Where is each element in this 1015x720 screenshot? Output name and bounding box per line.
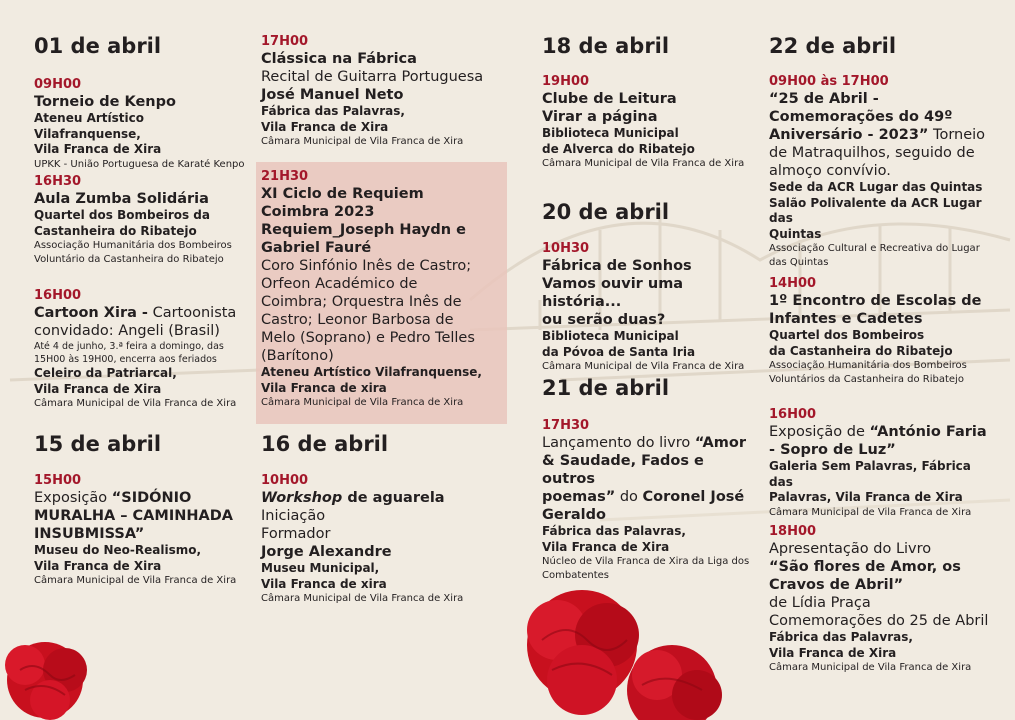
event-card [769, 523, 989, 675]
event-description: (Barítono) [261, 348, 334, 364]
event-description: Torneio [928, 127, 986, 143]
event-time: 09H00 [34, 77, 82, 92]
event-organizer: Câmara Municipal de Vila Franca de Xira [261, 397, 464, 408]
event-location: Vila Franca de xira [261, 576, 387, 591]
event-description: Coro Sinfónio Inês de Castro; [261, 258, 472, 274]
date-heading: 21 de abril [542, 376, 670, 400]
event-card [34, 76, 249, 172]
event-location: Quartel dos Bombeiros da [34, 208, 210, 222]
event-card [34, 173, 249, 267]
event-location: Biblioteca Municipal [542, 126, 679, 140]
event-connector: do [615, 489, 643, 505]
event-organizer: Núcleo de Vila Franca de Xira da Liga dos [542, 556, 750, 567]
event-title: Infantes e Cadetes [769, 311, 923, 327]
date-heading: 20 de abril [542, 200, 670, 224]
event-title: Vamos ouvir uma história... [542, 276, 684, 310]
event-card [769, 73, 989, 270]
event-location: Vila Franca de xira [261, 380, 387, 395]
event-organizer: Câmara Municipal de Vila Franca de Xira [542, 158, 745, 169]
event-location: Museu do Neo-Realismo, [34, 543, 202, 557]
event-time: 17H30 [542, 418, 590, 433]
event-organizer: Associação Humanitária dos Bombeiros [769, 360, 967, 371]
event-prefix: Exposição de [769, 424, 870, 440]
event-artist: Jorge Alexandre [261, 544, 392, 560]
event-location: da Castanheira do Ribatejo [769, 343, 953, 358]
event-location: Castanheira do Ribatejo [34, 223, 197, 238]
event-title: Comemorações do 49º [769, 109, 953, 125]
event-location: Museu Municipal, [261, 561, 380, 575]
event-time: 15H00 [34, 473, 82, 488]
event-time: 14H00 [769, 276, 817, 291]
event-title: “25 de Abril - [769, 91, 879, 107]
event-organizer: Câmara Municipal de Vila Franca de Xira [542, 361, 745, 372]
event-organizer: Câmara Municipal de Vila Franca de Xira [34, 575, 237, 586]
event-title: “Amor [694, 435, 746, 451]
event-time: 19H00 [542, 74, 590, 89]
event-location: Galeria Sem Palavras, Fábrica das [769, 459, 971, 489]
event-time: 10H30 [542, 241, 590, 256]
event-title: Clássica na Fábrica [261, 51, 417, 67]
event-location: Salão Polivalente da ACR Lugar das [769, 195, 982, 225]
event-title: MURALHA – CAMINHADA [34, 508, 233, 524]
event-description: de Matraquilhos, seguido de [769, 145, 975, 161]
event-title: “SIDÓNIO [111, 490, 192, 506]
event-card [542, 240, 757, 374]
event-author: Geraldo [542, 507, 606, 523]
event-location: Ateneu Artístico Vilafranquense, [34, 111, 144, 141]
event-time: 16H30 [34, 174, 82, 189]
event-title: poemas” [542, 489, 616, 505]
event-title: Cartoon Xira - [34, 305, 148, 321]
event-organizer: Câmara Municipal de Vila Franca de Xira [769, 506, 972, 518]
event-time: 17H00 [261, 34, 309, 49]
event-title: INSUBMISSA” [34, 526, 145, 542]
event-time: 16H00 [34, 288, 82, 303]
event-description: almoço convívio. [769, 163, 891, 179]
carnation-flower-icon [0, 630, 100, 720]
event-time: 21H30 [261, 169, 309, 184]
date-heading: 01 de abril [34, 34, 162, 58]
event-location: Ateneu Artístico Vilafranquense, [261, 365, 482, 379]
event-title: Torneio de Kenpo [34, 94, 176, 110]
event-title: - Sopro de Luz” [769, 442, 896, 458]
event-location: Vila Franca de Xira [34, 381, 162, 396]
event-organizer: UPKK - União Portuguesa de Karaté Kenpo [34, 158, 245, 170]
event-organizer: das Quintas [769, 257, 829, 268]
event-title: XI Ciclo de Requiem [261, 186, 424, 202]
event-time: 16H00 [769, 407, 817, 422]
event-description: Iniciação [261, 508, 326, 524]
event-description: Castro; Leonor Barbosa de [261, 312, 454, 328]
event-card [34, 287, 249, 411]
event-location: Fábrica das Palavras, [261, 104, 405, 118]
date-heading: 15 de abril [34, 432, 162, 456]
event-title: Workshop [261, 490, 343, 506]
event-prefix: Lançamento do livro [542, 435, 695, 451]
event-description: Formador [261, 526, 331, 542]
event-note: Até 4 de junho, 3.ª feira a domingo, das [34, 341, 224, 352]
event-card-highlighted [261, 168, 501, 410]
event-location: Quintas [769, 226, 822, 241]
event-card [769, 406, 989, 520]
event-card [769, 275, 989, 387]
event-title: Coimbra 2023 [261, 204, 375, 220]
event-prefix: Apresentação do Livro [769, 541, 932, 557]
event-description: Coimbra; Orquestra Inês de [261, 294, 462, 310]
event-organizer: Combatentes [542, 570, 610, 581]
event-time: 09H00 às 17H00 [769, 74, 889, 89]
event-title: Requiem_Joseph Haydn e [261, 222, 466, 238]
event-title: “São flores de Amor, os [769, 559, 961, 575]
event-title: “António Faria [869, 424, 987, 440]
event-subtitle: Recital de Guitarra Portuguesa [261, 69, 484, 85]
event-description: Comemorações do 25 de Abril [769, 613, 989, 629]
event-organizer: Voluntário da Castanheira do Ribatejo [34, 254, 224, 265]
event-time: 10H00 [261, 473, 309, 488]
event-card [542, 417, 757, 583]
event-organizer: Associação Cultural e Recreativa do Lugar [769, 243, 980, 254]
event-organizer: Voluntários da Castanheira do Ribatejo [769, 374, 964, 385]
event-card [261, 33, 501, 149]
event-organizer: Câmara Municipal de Vila Franca de Xira [261, 593, 464, 604]
event-title: Gabriel Fauré [261, 240, 372, 256]
event-title: & Saudade, Fados e outros [542, 453, 704, 487]
event-card [261, 472, 501, 606]
event-location: Sede da ACR Lugar das Quintas [769, 180, 983, 194]
event-location: Palavras, Vila Franca de Xira [769, 490, 963, 504]
event-location: Fábrica das Palavras, [769, 630, 913, 644]
event-organizer: Câmara Municipal de Vila Franca de Xira [34, 398, 237, 409]
date-heading: 22 de abril [769, 34, 897, 58]
event-title: Cravos de Abril” [769, 577, 904, 593]
event-location: Biblioteca Municipal [542, 329, 679, 343]
event-title: ou serão duas? [542, 312, 666, 328]
event-title: Aniversário - 2023” [769, 127, 929, 143]
event-location: Quartel dos Bombeiros [769, 328, 925, 342]
event-title: Clube de Leitura [542, 91, 677, 107]
event-artist: José Manuel Neto [261, 87, 404, 103]
event-organizer: Associação Humanitária dos Bombeiros [34, 240, 232, 251]
event-organizer: Câmara Municipal de Vila Franca de Xira [261, 136, 464, 147]
event-card [34, 472, 249, 588]
event-subtitle: convidado: Angeli (Brasil) [34, 323, 220, 339]
event-title: 1º Encontro de Escolas de [769, 293, 982, 309]
event-location: Vila Franca de Xira [542, 539, 670, 554]
event-time: 18H00 [769, 524, 817, 539]
event-card [542, 73, 757, 171]
event-description: Orfeon Académico de [261, 276, 418, 292]
date-heading: 18 de abril [542, 34, 670, 58]
event-location: Vila Franca de Xira [34, 142, 162, 156]
event-title: Fábrica de Sonhos [542, 258, 692, 274]
event-description: Melo (Soprano) e Pedro Telles [261, 330, 475, 346]
event-note: 15H00 às 19H00, encerra aos feriados [34, 354, 217, 365]
event-location: da Póvoa de Santa Iria [542, 344, 696, 359]
event-location: Vila Franca de Xira [769, 645, 897, 660]
event-title: Aula Zumba Solidária [34, 191, 209, 207]
event-location: Vila Franca de Xira [34, 558, 162, 573]
date-heading: 16 de abril [261, 432, 389, 456]
event-author: de Lídia Praça [769, 595, 871, 611]
event-location: Celeiro da Patriarcal, [34, 366, 177, 380]
event-title: Virar a página [542, 109, 658, 125]
event-location: de Alverca do Ribatejo [542, 141, 695, 156]
event-organizer: Câmara Municipal de Vila Franca de Xira [769, 662, 972, 673]
event-author: Coronel José [642, 489, 745, 505]
event-location: Fábrica das Palavras, [542, 524, 686, 538]
event-title-rest: Cartoonista [147, 305, 237, 321]
event-location: Vila Franca de Xira [261, 119, 389, 134]
event-prefix: Exposição [34, 490, 112, 506]
event-title-rest: de aguarela [342, 490, 445, 506]
carnation-flower-icon [512, 585, 727, 720]
